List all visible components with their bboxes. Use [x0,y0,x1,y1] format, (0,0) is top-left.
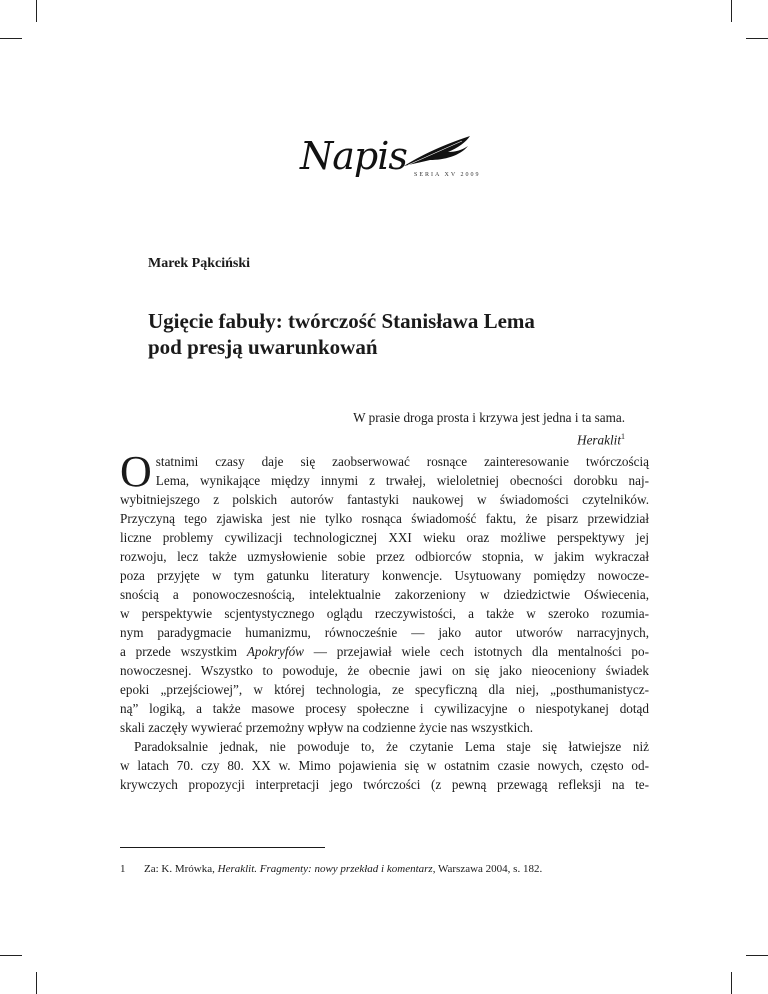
paragraph [120,447,650,737]
series-label: SERIA XV 2009 [414,172,481,178]
crop-mark [0,38,22,39]
drop-cap: O [120,447,152,496]
crop-mark [731,0,732,22]
footnote-rule [120,847,325,848]
motto-source: Heraklit [577,432,621,448]
motto-quote: W prasie droga prosta i krzywa jest jedna i ta sama. [353,410,625,425]
text-line: poza przyjęte w tym gatunku literatury konwencje. Usytuowany pomiędzy nowocze- [120,568,649,583]
text-line: wybitniejszego z polskich autorów fantastyki naukowej w świadomości czytelników. [120,492,649,507]
logo-wordmark: Napis [300,134,407,178]
article-body [120,447,650,794]
crop-mark [0,955,22,956]
crop-mark [731,972,732,994]
text-line: epoki „przejściowej”, w której technologia, ze specyficzną dla niej, „posthumanistycz- [120,682,649,697]
article-author: Marek Pąkciński [148,256,251,271]
text-line: snością a ponowoczesnością, intelektualnie zakorzeniony w dziedzictwie Oświecenia, [120,587,649,602]
text-line: w perspektywie scjentystycznego oglądu rzeczywistości, a także w szeroko rozumia- [120,606,649,621]
text-line: Paradoksalnie jednak, nie powoduje to, że czytanie Lema staje się łatwiejsze niż [134,739,649,754]
book-title: Apokryfów [246,644,304,659]
text-line: nowoczesnej. Wszystko to powoduje, że obecnie jawi on się jako nieoceniony świadek [120,663,649,678]
journal-logo [300,132,490,192]
text-line: w latach 70. czy 80. XX w. Mimo pojawienia się w ostatnim czasie nowych, często od- [120,758,649,773]
crop-mark [746,38,768,39]
text-line: krywczych propozycji interpretacji jego twórczości (z pewną przewagą refleksji na te- [120,777,649,792]
footnote-mark: 1 [621,432,625,441]
text-line: Przyczyną tego zjawiska jest nie tylko rosnąca świadomość faktu, że pisarz przewidział [120,511,649,526]
text-line: nym paradygmacie humanizmu, równocześnie — jako autor utworów narracyjnych, [120,625,649,640]
quill-icon [400,132,480,168]
text-line: statnimi czasy daje się zaobserwować rosnące zainteresowanie twórczością [155,454,649,469]
crop-mark [36,972,37,994]
text-line: liczne problemy cywilizacji technologicznej XXI wieku oraz możliwe perspektywy jej [120,530,649,545]
title-line: pod presją uwarunkowań [148,335,378,359]
footnote: 1 Za: K. Mrówka, Heraklit. Fragmenty: nowy przekład i komentarz, Warszawa 2004, s. 182. [120,863,543,875]
text-line: Lema, wynikające między innymi z trwałej, wieloletniej obecności dorobku naj- [155,473,649,488]
paragraph [120,737,649,794]
title-line: Ugięcie fabuły: twórczość Stanisława Lema [148,309,535,333]
article-title [148,308,648,360]
text-line: skali zaczęły wywierać przemożny wpływ na codzienne życie nas wszystkich. [120,720,534,735]
crop-mark [36,0,37,22]
crop-mark [746,955,768,956]
text-line: rozwoju, lecz także uzmysłowienie sobie przez odbiorców stopnia, w jakim wykraczał [120,549,649,564]
text-line: a przede wszystkim Apokryfów — przejawiał wiele cech istotnych dla mentalności po- [120,644,650,659]
footnote-number: 1 [120,863,126,875]
motto [353,408,625,449]
text-line: ną” logiką, a także masowe procesy społeczne i cywilizacyjne o niespotykanej dotąd [120,701,649,716]
footnote-title: Heraklit. Fragmenty: nowy przekład i komentarz [217,863,433,875]
